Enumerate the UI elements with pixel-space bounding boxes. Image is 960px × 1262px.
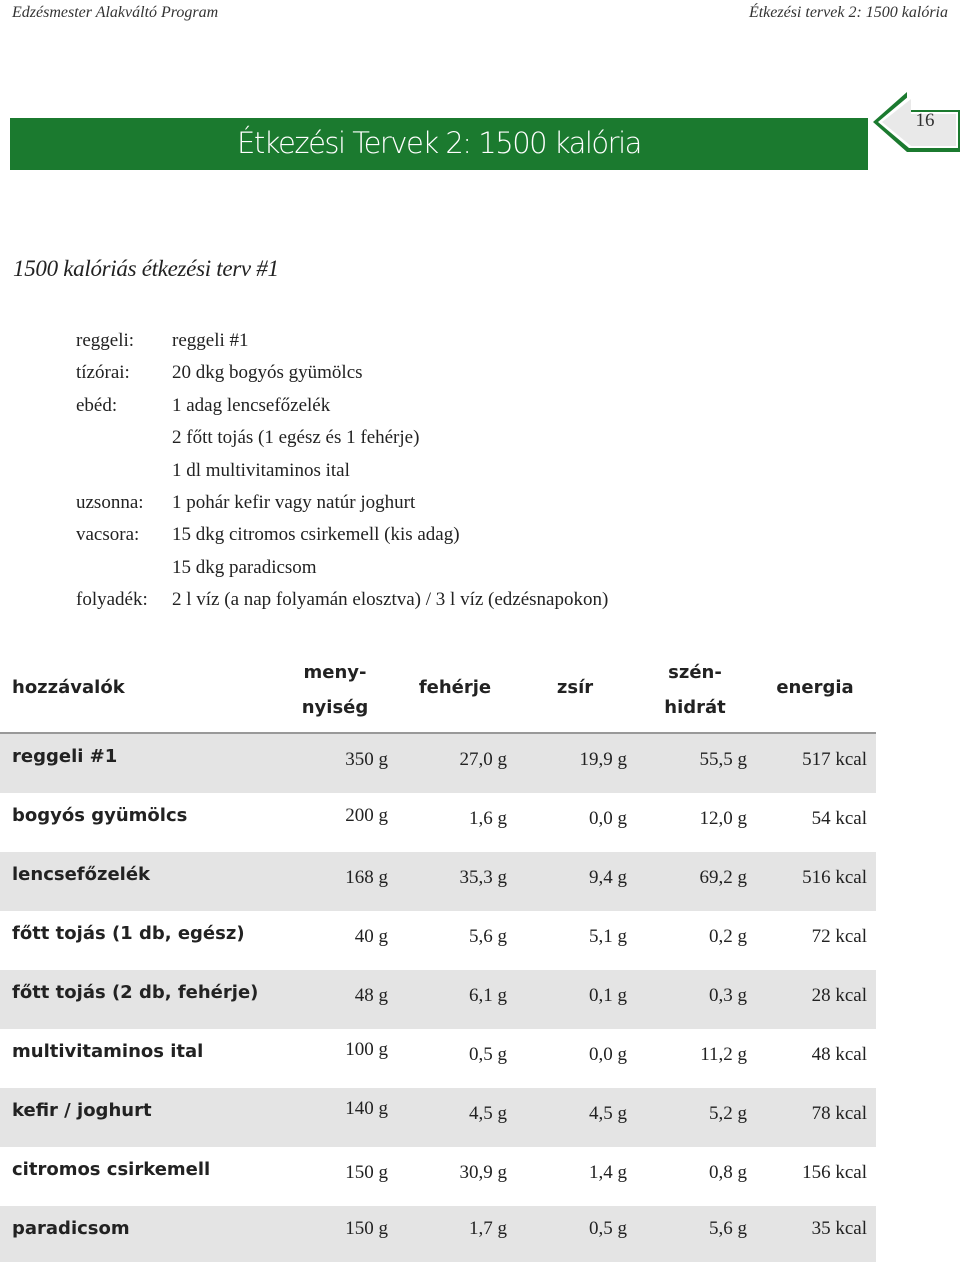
- meal-row: [76, 584, 608, 616]
- protein-cell: 0,5 g: [469, 1044, 507, 1065]
- meal-value: 1 dl multivitaminos ital: [172, 459, 350, 481]
- protein-cell: 35,3 g: [459, 867, 507, 888]
- fat-cell: 0,1 g: [589, 985, 627, 1006]
- table-header: [0, 650, 876, 734]
- quantity-cell: 150 g: [345, 1162, 388, 1183]
- carb-cell: 55,5 g: [699, 749, 747, 770]
- header-carb-line1: szén-: [668, 662, 722, 683]
- meal-value: 1 adag lencsefőzelék: [172, 394, 331, 416]
- table-row: [0, 970, 876, 1029]
- meal-value: 15 dkg citromos csirkemell (kis adag): [172, 524, 460, 546]
- meal-row: [76, 487, 608, 519]
- book-title: Edzésmester Alakváltó Program: [12, 4, 219, 21]
- header-carb-line2: hidrát: [664, 697, 726, 718]
- meal-label: ebéd:: [76, 394, 118, 416]
- quantity-cell: 140 g: [345, 1098, 388, 1119]
- ingredient-name: bogyós gyümölcs: [12, 805, 188, 826]
- energy-cell: 35 kcal: [811, 1218, 867, 1239]
- meal-label: folyadék:: [76, 589, 148, 611]
- energy-cell: 54 kcal: [811, 808, 867, 829]
- carb-cell: 5,6 g: [709, 1218, 747, 1239]
- fat-cell: 4,5 g: [589, 1103, 627, 1124]
- protein-cell: 1,6 g: [469, 808, 507, 829]
- chapter-title: Étkezési tervek 2: 1500 kalória: [748, 4, 948, 21]
- table-row: [0, 793, 876, 852]
- nutrition-table: [0, 650, 876, 1262]
- quantity-cell: 200 g: [345, 805, 388, 826]
- table-row: [0, 1029, 876, 1088]
- meal-row: [76, 422, 608, 454]
- ingredient-name: lencsefőzelék: [12, 864, 151, 885]
- fat-cell: 19,9 g: [579, 749, 627, 770]
- meal-row: [76, 519, 608, 551]
- protein-cell: 1,7 g: [469, 1218, 507, 1239]
- header-quantity-line1: meny-: [303, 662, 367, 683]
- meal-label: tízórai:: [76, 362, 130, 384]
- meal-row: [76, 455, 608, 487]
- meal-row: [76, 325, 608, 357]
- ingredient-name: paradicsom: [12, 1218, 130, 1239]
- energy-cell: 72 kcal: [811, 926, 867, 947]
- header-protein: fehérje: [418, 677, 492, 698]
- protein-cell: 27,0 g: [459, 749, 507, 770]
- quantity-cell: 40 g: [354, 926, 388, 947]
- fat-cell: 0,5 g: [589, 1218, 627, 1239]
- page-number: 16: [915, 110, 935, 131]
- quantity-cell: 168 g: [345, 867, 388, 888]
- fat-cell: 0,0 g: [589, 808, 627, 829]
- quantity-cell: 48 g: [354, 985, 388, 1006]
- meal-value: 1 pohár kefir vagy natúr joghurt: [172, 491, 416, 513]
- header-ingredients: hozzávalók: [12, 677, 125, 698]
- table-row: [0, 734, 876, 793]
- fat-cell: 1,4 g: [589, 1162, 627, 1183]
- table-body: [0, 734, 876, 1262]
- protein-cell: 5,6 g: [469, 926, 507, 947]
- energy-cell: 48 kcal: [811, 1044, 867, 1065]
- meal-row: [76, 357, 608, 389]
- protein-cell: 4,5 g: [469, 1103, 507, 1124]
- energy-cell: 516 kcal: [802, 867, 867, 888]
- header-fat: zsír: [556, 677, 594, 698]
- fat-cell: 0,0 g: [589, 1044, 627, 1065]
- fat-cell: 9,4 g: [589, 867, 627, 888]
- energy-cell: 517 kcal: [802, 749, 867, 770]
- quantity-cell: 150 g: [345, 1218, 388, 1239]
- protein-cell: 6,1 g: [469, 985, 507, 1006]
- ingredient-name: reggeli #1: [12, 746, 118, 767]
- meal-value: 20 dkg bogyós gyümölcs: [172, 362, 363, 384]
- energy-cell: 156 kcal: [802, 1162, 867, 1183]
- carb-cell: 5,2 g: [709, 1103, 747, 1124]
- table-row: [0, 1206, 876, 1262]
- table-row: [0, 1147, 876, 1206]
- carb-cell: 0,2 g: [709, 926, 747, 947]
- protein-cell: 30,9 g: [459, 1162, 507, 1183]
- plan-title: 1500 kalóriás étkezési terv #1: [13, 256, 279, 281]
- meal-label: vacsora:: [76, 524, 140, 546]
- energy-cell: 28 kcal: [811, 985, 867, 1006]
- table-row: [0, 852, 876, 911]
- ingredient-name: főtt tojás (1 db, egész): [12, 923, 245, 944]
- header-energy: energia: [776, 677, 854, 698]
- ingredient-name: kefir / joghurt: [12, 1100, 152, 1121]
- meal-list: [76, 325, 608, 617]
- meal-label: uzsonna:: [76, 491, 144, 513]
- meal-row: [76, 390, 608, 422]
- chapter-banner: [10, 118, 868, 170]
- carb-cell: 0,3 g: [709, 985, 747, 1006]
- meal-label: reggeli:: [76, 330, 135, 351]
- header-quantity-line2: nyiség: [301, 697, 369, 718]
- carb-cell: 11,2 g: [700, 1044, 747, 1065]
- carb-cell: 12,0 g: [699, 808, 747, 829]
- meal-value: 2 főtt tojás (1 egész és 1 fehérje): [172, 427, 420, 449]
- meal-value: 2 l víz (a nap folyamán elosztva) / 3 l víz (edzésnapokon): [172, 589, 609, 611]
- meal-value: reggeli #1: [172, 330, 249, 351]
- carb-cell: 0,8 g: [709, 1162, 747, 1183]
- ingredient-name: főtt tojás (2 db, fehérje): [12, 982, 259, 1003]
- meal-value: 15 dkg paradicsom: [172, 556, 317, 578]
- chapter-banner-title: Étkezési Tervek 2: 1500 kalória: [237, 126, 641, 160]
- fat-cell: 5,1 g: [589, 926, 627, 947]
- table-row: [0, 911, 876, 970]
- running-header: [12, 4, 948, 26]
- ingredient-name: multivitaminos ital: [12, 1041, 204, 1062]
- energy-cell: 78 kcal: [811, 1103, 867, 1124]
- ingredient-name: citromos csirkemell: [12, 1159, 211, 1180]
- quantity-cell: 100 g: [345, 1039, 388, 1060]
- meal-row: [76, 552, 608, 584]
- carb-cell: 69,2 g: [699, 867, 747, 888]
- quantity-cell: 350 g: [345, 749, 388, 770]
- table-row: [0, 1088, 876, 1147]
